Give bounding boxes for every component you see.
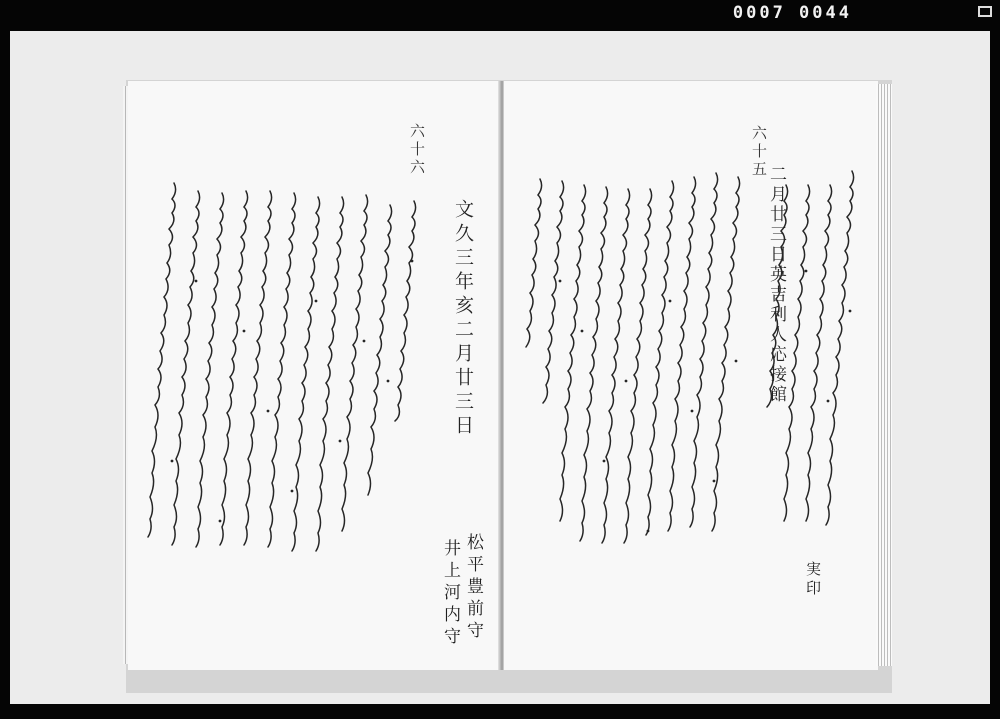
left-page <box>128 81 501 670</box>
frame-mark <box>978 6 992 17</box>
right-date-heading: 二月廿三日英吉利人応接館 <box>766 165 786 405</box>
right-page-handwriting <box>504 81 878 670</box>
right-page-number: 六十五 <box>750 125 768 179</box>
signatory-2: 井上河内守 <box>440 539 460 649</box>
signatory-1: 松平豊前守 <box>463 533 483 643</box>
right-page <box>503 81 878 670</box>
left-page-title: 文久三年亥二月廿三日 <box>452 199 474 439</box>
frame-code: 0007 0044 <box>732 3 852 23</box>
right-seal-note: 実印 <box>804 561 822 599</box>
left-page-number: 六十六 <box>408 123 426 177</box>
left-page-handwriting <box>128 81 500 670</box>
right-page-edges <box>876 84 892 666</box>
